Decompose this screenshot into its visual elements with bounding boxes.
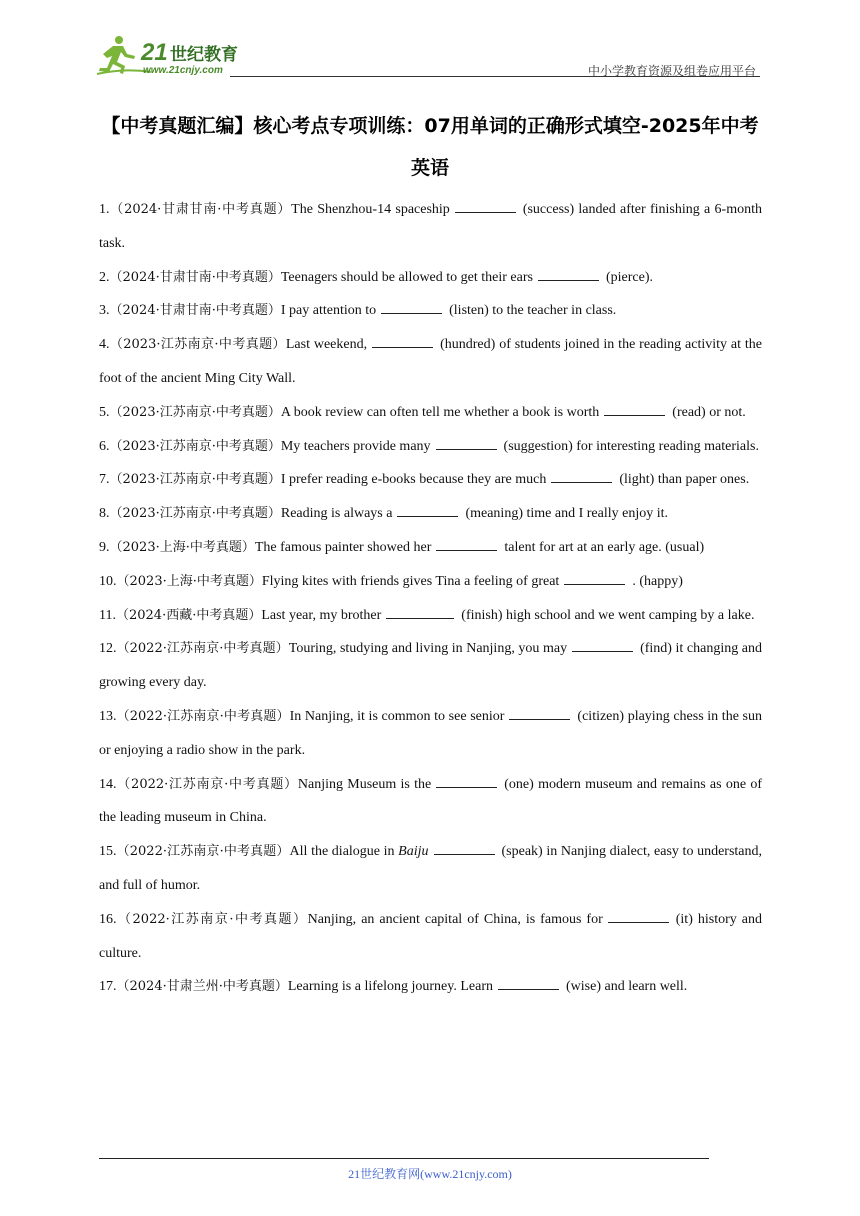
question-number: 13. xyxy=(99,708,117,724)
question-source: （2023·江苏南京·中考真题） xyxy=(109,506,281,522)
question-text-before: Last year, my brother xyxy=(261,607,382,623)
answer-blank[interactable] xyxy=(372,335,433,348)
question-item xyxy=(99,768,762,836)
question-item xyxy=(99,193,762,261)
page-header xyxy=(95,34,760,78)
question-item xyxy=(99,700,762,768)
answer-blank[interactable] xyxy=(564,572,625,585)
question-text-before: Reading is always a xyxy=(280,506,393,522)
answer-blank[interactable] xyxy=(498,977,559,990)
question-item xyxy=(99,632,762,700)
question-hint: (light) xyxy=(619,472,655,488)
question-number: 1. xyxy=(99,202,110,217)
question-text-after: history and culture. xyxy=(99,911,762,961)
question-source: （2023·江苏南京·中考真题） xyxy=(109,472,281,488)
answer-blank[interactable] xyxy=(434,842,495,855)
question-number: 6. xyxy=(99,438,110,454)
question-text-before: Learning is a lifelong journey. Learn xyxy=(287,979,493,995)
question-item xyxy=(99,497,762,531)
footer-divider xyxy=(99,1158,709,1159)
page-title: 【中考真题汇编】核心考点专项训练：07用单词的正确形式填空-2025年中考英语 xyxy=(101,115,759,179)
answer-blank[interactable] xyxy=(436,775,497,788)
question-hint: (finish) xyxy=(461,607,503,623)
answer-blank[interactable] xyxy=(436,538,497,551)
question-text-before: My teachers provide many xyxy=(280,438,431,454)
question-number: 3. xyxy=(99,303,110,319)
question-text-before: The Shenzhou-14 spaceship xyxy=(291,202,450,217)
question-text-after: in Nanjing dialect, easy to understand, and full of humor. xyxy=(99,844,762,893)
question-text-before: A book review can often tell me whether a book is worth xyxy=(280,404,600,420)
question-number: 8. xyxy=(99,506,110,522)
question-item xyxy=(99,261,762,295)
question-text-after: modern museum and remains as one of the leading museum in China. xyxy=(99,776,762,826)
header-divider xyxy=(230,76,760,77)
question-item xyxy=(99,970,762,1004)
question-hint: (meaning) xyxy=(465,506,523,522)
question-text-before: I prefer reading e-books because they are much xyxy=(280,472,547,488)
question-text-after: time and I really enjoy it. xyxy=(522,506,668,522)
question-source: （2024·甘肃甘南·中考真题） xyxy=(109,303,281,319)
question-text-after: of students joined in the reading activity at the foot of the ancient Ming City Wall. xyxy=(99,337,762,386)
site-logo xyxy=(95,34,265,78)
question-text-before: The famous painter showed her xyxy=(254,539,432,555)
answer-blank[interactable] xyxy=(386,606,454,619)
question-source: （2022·江苏南京·中考真题） xyxy=(116,844,290,860)
answer-blank[interactable] xyxy=(551,470,612,483)
question-hint: (one) xyxy=(504,776,534,792)
platform-name: 中小学教育资源及组卷应用平台 xyxy=(587,64,756,78)
question-item xyxy=(99,396,762,430)
answer-blank[interactable] xyxy=(538,268,599,281)
question-text-before: Last weekend, xyxy=(285,337,368,353)
question-item xyxy=(99,599,762,633)
question-source: （2023·江苏南京·中考真题） xyxy=(109,337,286,353)
question-source: （2023·上海·中考真题） xyxy=(116,573,262,589)
answer-blank[interactable] xyxy=(455,200,516,213)
question-text-after: for interesting reading materials. xyxy=(572,438,759,454)
svg-text:世纪教育: 世纪教育 xyxy=(170,45,238,65)
question-number: 5. xyxy=(99,404,110,420)
question-source: （2023·江苏南京·中考真题） xyxy=(109,438,281,454)
answer-blank[interactable] xyxy=(572,639,633,652)
question-hint: (success) xyxy=(522,202,575,217)
question-text-before: Flying kites with friends gives Tina a feeling of great xyxy=(261,573,560,589)
question-hint: (wise) xyxy=(566,979,601,995)
question-number: 9. xyxy=(99,539,110,555)
question-text-before: Touring, studying and living in Nanjing, you may xyxy=(288,641,568,657)
question-source: （2022·江苏南京·中考真题） xyxy=(116,776,298,792)
question-text-after: it changing and growing every day. xyxy=(99,641,762,691)
question-number: 4. xyxy=(99,337,110,353)
question-item xyxy=(99,294,762,328)
question-source: （2022·江苏南京·中考真题） xyxy=(116,911,308,927)
question-hint: (suggestion) xyxy=(503,438,573,454)
question-text-after: high school and we went camping by a lake. xyxy=(502,607,755,623)
question-number: 2. xyxy=(99,269,110,285)
question-item xyxy=(99,531,762,565)
question-source: （2024·甘肃甘南·中考真题） xyxy=(109,202,292,217)
question-number: 12. xyxy=(99,641,117,657)
question-number: 11. xyxy=(99,607,116,623)
question-list xyxy=(99,193,762,1004)
question-source: （2023·上海·中考真题） xyxy=(109,539,255,555)
question-item xyxy=(99,463,762,497)
question-hint: (pierce). xyxy=(605,269,653,285)
footer-text: 21世纪教育网(www.21cnjy.com) xyxy=(348,1167,512,1181)
question-source: （2022·江苏南京·中考真题） xyxy=(116,708,290,724)
question-hint: (find) xyxy=(640,641,672,657)
question-hint: (hundred) xyxy=(440,337,496,353)
question-text-after: and learn well. xyxy=(601,979,688,995)
question-text-before: In Nanjing, it is common to see senior xyxy=(289,708,505,724)
question-number: 10. xyxy=(99,573,117,589)
question-number: 14. xyxy=(99,776,117,792)
question-number: 16. xyxy=(99,911,117,927)
question-item xyxy=(99,430,762,464)
question-hint: (listen) xyxy=(449,303,489,319)
question-hint: (speak) xyxy=(501,844,543,860)
logo-url: www.21cnjy.com xyxy=(143,65,223,76)
question-text-after: landed after finishing a 6-month task. xyxy=(99,202,762,251)
answer-blank[interactable] xyxy=(381,301,442,314)
answer-blank[interactable] xyxy=(436,437,497,450)
question-item xyxy=(99,328,762,396)
question-number: 17. xyxy=(99,979,117,995)
question-hint: . (happy) xyxy=(632,573,683,589)
svg-text:21: 21 xyxy=(141,39,168,66)
question-text-before: Nanjing, an ancient capital of China, is famous for xyxy=(307,911,603,927)
question-number: 7. xyxy=(99,472,110,488)
question-text-before: I pay attention to xyxy=(280,303,377,319)
question-italic-term: Baiju xyxy=(398,844,429,860)
question-number: 15. xyxy=(99,844,117,860)
question-item xyxy=(99,903,762,971)
question-hint: talent for art at an early age. (usual) xyxy=(504,539,705,555)
answer-blank[interactable] xyxy=(604,403,665,416)
answer-blank[interactable] xyxy=(397,504,458,517)
question-text-before: Nanjing Museum is the xyxy=(297,776,432,792)
question-text-after: or not. xyxy=(705,404,746,420)
question-item xyxy=(99,565,762,599)
question-hint: (read) xyxy=(672,404,706,420)
question-text-after: to the teacher in class. xyxy=(488,303,617,319)
answer-blank[interactable] xyxy=(509,707,570,720)
question-text-after: playing chess in the sun or enjoying a radio show in the park. xyxy=(99,708,762,758)
answer-blank[interactable] xyxy=(608,910,669,923)
question-hint: (citizen) xyxy=(577,708,625,724)
question-source: （2023·江苏南京·中考真题） xyxy=(109,404,281,420)
question-source: （2024·甘肃甘南·中考真题） xyxy=(109,269,281,285)
question-hint: (it) xyxy=(675,911,693,927)
question-source: （2024·西藏·中考真题） xyxy=(115,607,262,623)
question-source: （2022·江苏南京·中考真题） xyxy=(116,641,289,657)
question-text-before: All the dialogue in xyxy=(289,844,395,860)
question-text-before: Teenagers should be allowed to get their ears xyxy=(280,269,533,285)
question-item xyxy=(99,835,762,903)
question-source: （2024·甘肃兰州·中考真题） xyxy=(116,979,288,995)
question-text-after: than paper ones. xyxy=(654,472,750,488)
